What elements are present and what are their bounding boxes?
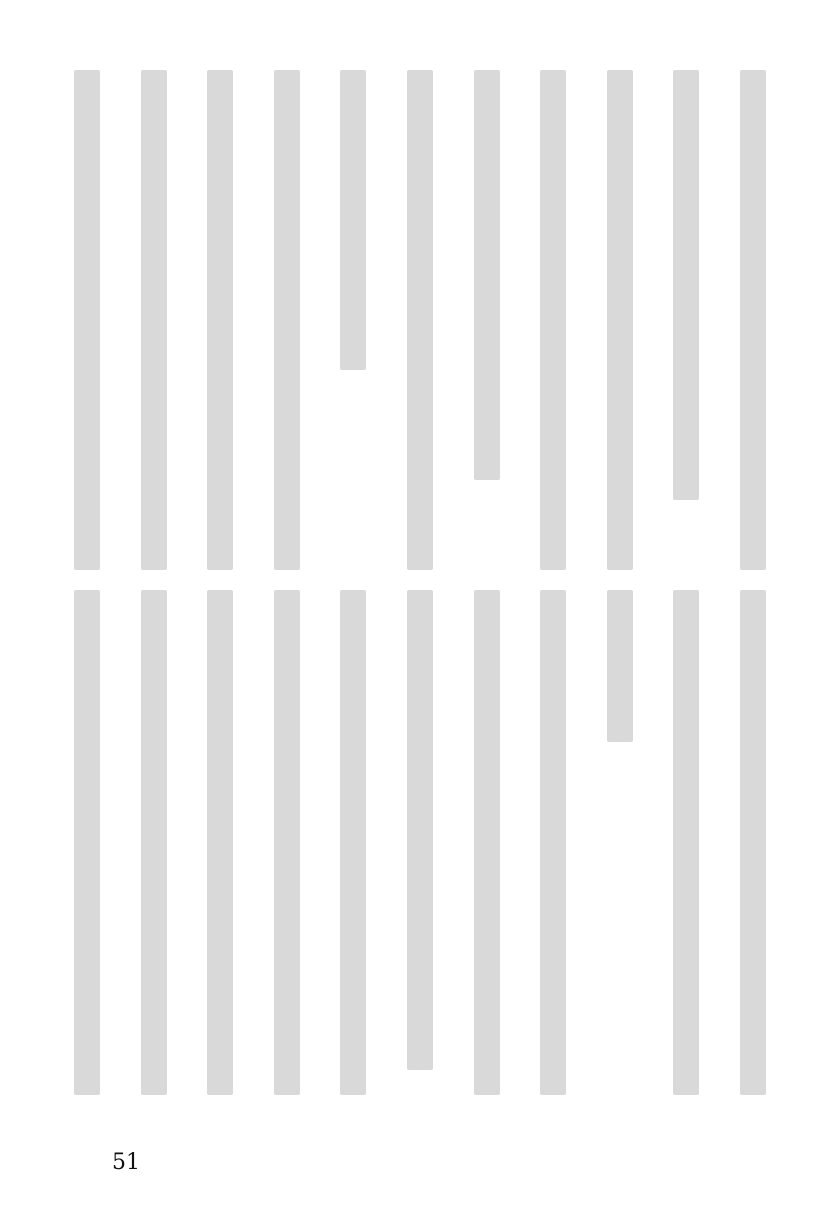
redacted-text-bar <box>340 590 366 1095</box>
text-column-redacted <box>603 70 637 570</box>
redacted-text-bar <box>673 590 699 1095</box>
redacted-text-bar <box>74 590 100 1095</box>
redacted-text-bar <box>274 70 300 570</box>
text-column-redacted <box>669 70 703 570</box>
text-column-redacted <box>470 70 504 570</box>
redacted-text-bar <box>474 70 500 480</box>
redacted-text-bar <box>474 590 500 1095</box>
text-column-redacted <box>403 590 437 1095</box>
text-column-redacted <box>736 590 770 1095</box>
redacted-text-bar <box>740 70 766 570</box>
text-column-redacted <box>137 590 171 1095</box>
redacted-text-bar <box>207 590 233 1095</box>
redacted-text-bar <box>340 70 366 370</box>
redacted-text-bar <box>607 590 633 742</box>
redacted-text-bar <box>540 70 566 570</box>
text-column-redacted <box>336 70 370 570</box>
redacted-text-bar <box>407 590 433 1070</box>
text-column-redacted <box>403 70 437 570</box>
text-column-redacted <box>603 590 637 1095</box>
redacted-text-bar <box>407 70 433 570</box>
redacted-text-bar <box>207 70 233 570</box>
text-column-redacted <box>336 590 370 1095</box>
redacted-text-bar <box>274 590 300 1095</box>
text-column-redacted <box>203 590 237 1095</box>
text-column-redacted <box>536 70 570 570</box>
redacted-text-bar <box>607 70 633 570</box>
redacted-text-bar <box>740 590 766 1095</box>
text-column-redacted <box>270 70 304 570</box>
redacted-text-bar <box>540 590 566 1095</box>
text-column-redacted <box>203 70 237 570</box>
text-column-redacted <box>470 590 504 1095</box>
redacted-text-bar <box>74 70 100 570</box>
text-column-redacted <box>736 70 770 570</box>
text-block-top <box>70 70 770 570</box>
redacted-text-bar <box>673 70 699 500</box>
text-column-redacted <box>536 590 570 1095</box>
text-block-bottom <box>70 590 770 1095</box>
text-column-redacted <box>669 590 703 1095</box>
redacted-text-bar <box>141 70 167 570</box>
redacted-text-bar <box>141 590 167 1095</box>
page-number: 51 <box>112 1150 140 1175</box>
text-column-redacted <box>137 70 171 570</box>
text-column-redacted <box>270 590 304 1095</box>
text-column-redacted <box>70 70 104 570</box>
text-column-redacted <box>70 590 104 1095</box>
